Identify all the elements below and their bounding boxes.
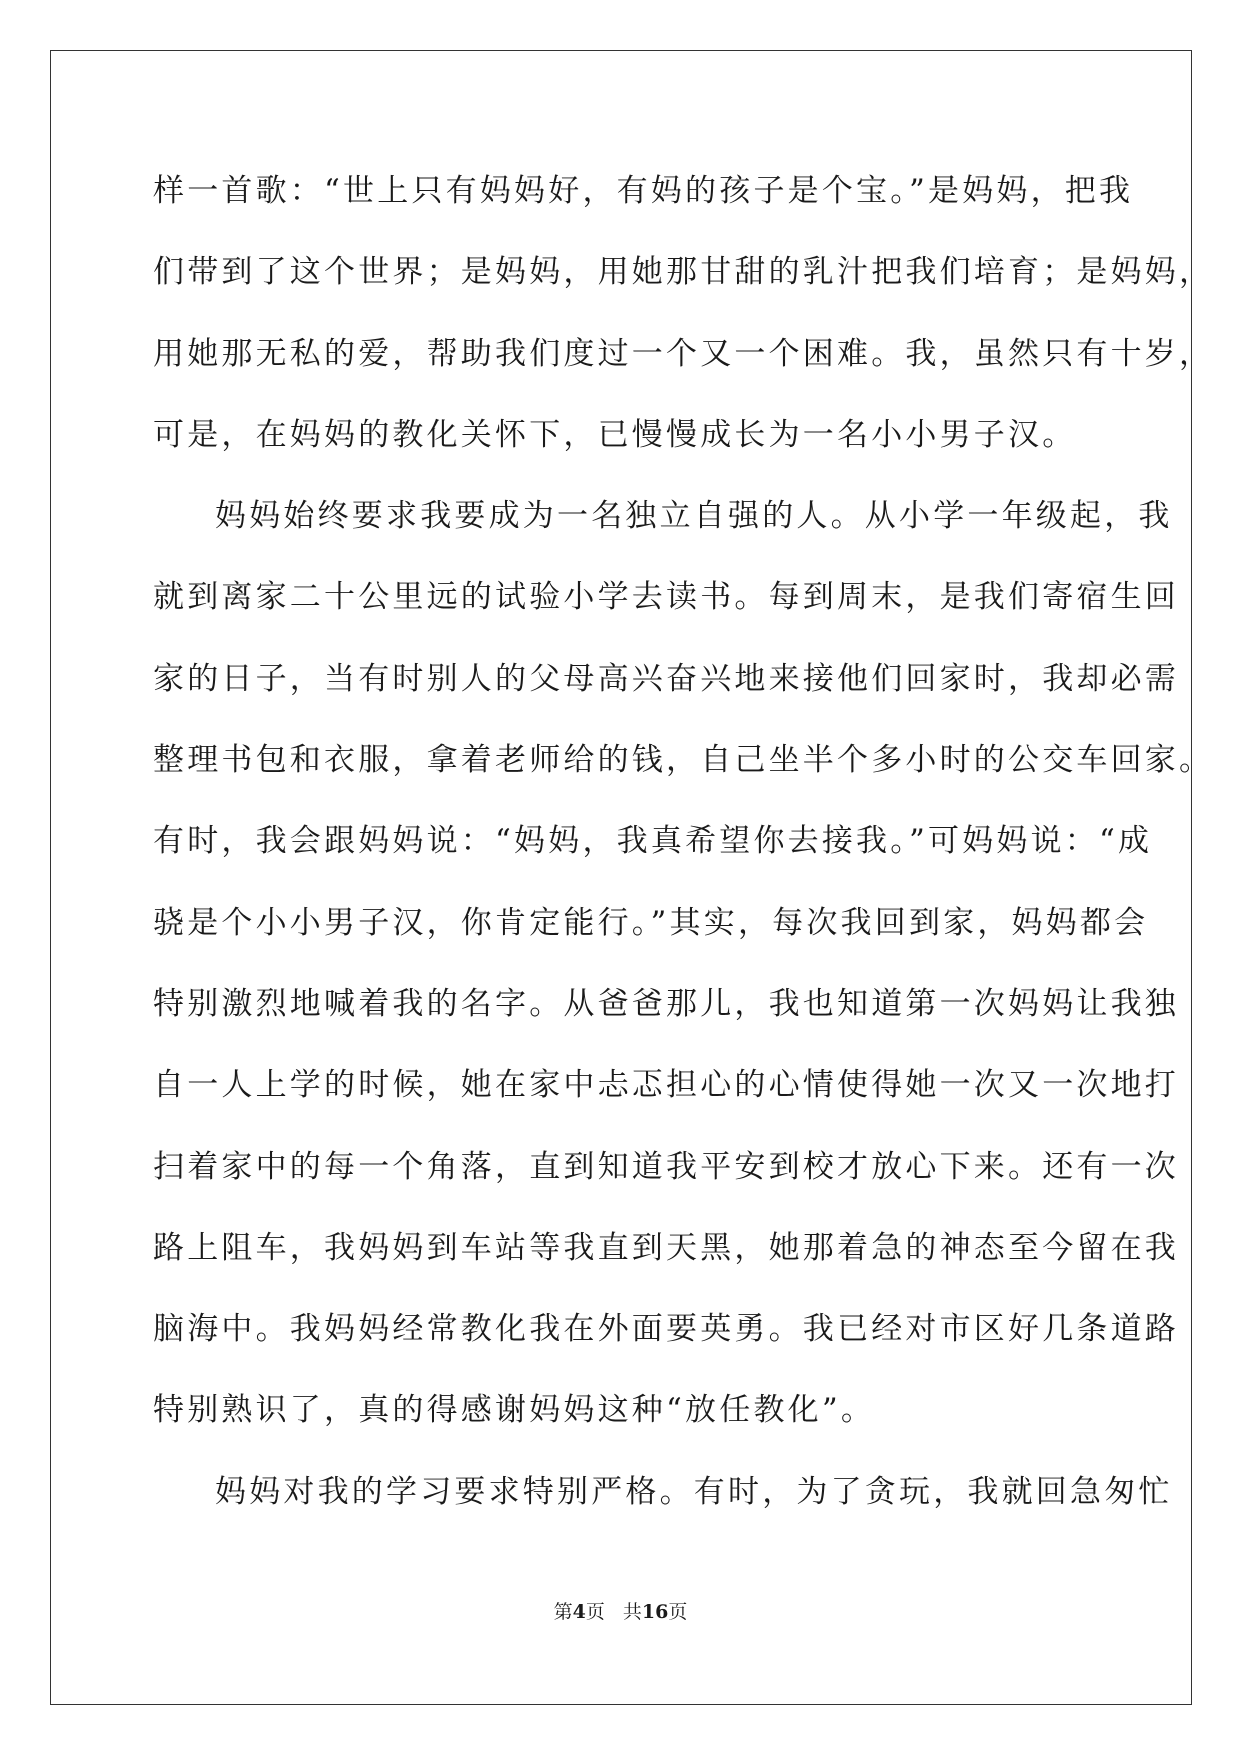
text-line: 扫着家中的每一个角落，直到知道我平安到校才放心下来。还有一次 — [153, 1148, 1179, 1185]
page-prefix: 第 — [553, 1601, 573, 1623]
text-line: 可是，在妈妈的教化关怀下，已慢慢成长为一名小小男子汉。 — [153, 416, 1077, 453]
text-line: 自一人上学的时候，她在家中忐忑担心的心情使得她一次又一次地打 — [153, 1067, 1179, 1104]
document-body — [153, 162, 1214, 1544]
page-number: 4 — [572, 1601, 586, 1623]
text-line: 整理书包和衣服，拿着老师给的钱，自己坐半个多小时的公交车回家。 — [153, 742, 1214, 779]
text-line: 脑海中。我妈妈经常教化我在外面要英勇。我已经对市区好几条道路 — [153, 1311, 1179, 1348]
page-suffix: 页 — [585, 1601, 605, 1623]
page-footer — [0, 1597, 1241, 1624]
text-line: 路上阻车，我妈妈到车站等我直到天黑，她那着急的神态至今留在我 — [153, 1229, 1179, 1266]
total-suffix: 页 — [668, 1601, 688, 1623]
text-line: 样一首歌：“世上只有妈妈好，有妈的孩子是个宝。”是妈妈，把我 — [153, 173, 1134, 209]
paragraph-start-line: 妈妈始终要求我要成为一名独立自强的人。从小学一年级起，我 — [215, 498, 1173, 535]
text-line: 就到离家二十公里远的试验小学去读书。每到周末，是我们寄宿生回 — [153, 579, 1179, 616]
total-prefix: 共 — [622, 1601, 642, 1623]
text-line: 特别熟识了，真的得感谢妈妈这种“放任教化”。 — [153, 1392, 876, 1429]
text-line: 特别激烈地喊着我的名字。从爸爸那儿，我也知道第一次妈妈让我独 — [153, 985, 1179, 1022]
text-line: 骁是个小小男子汉，你肯定能行。”其实，每次我回到家，妈妈都会 — [153, 904, 1149, 941]
text-line: 有时，我会跟妈妈说：“妈妈，我真希望你去接我。”可妈妈说：“成 — [153, 823, 1153, 860]
paragraph-start-line: 妈妈对我的学习要求特别严格。有时，为了贪玩，我就回急匆忙 — [215, 1473, 1173, 1510]
total-pages: 16 — [641, 1601, 669, 1623]
text-line: 们带到了这个世界；是妈妈，用她那甘甜的乳汁把我们培育；是妈妈， — [153, 254, 1214, 291]
text-line: 用她那无私的爱，帮助我们度过一个又一个困难。我，虽然只有十岁， — [153, 335, 1214, 372]
text-line: 家的日子，当有时别人的父母高兴奋兴地来接他们回家时，我却必需 — [153, 660, 1179, 697]
